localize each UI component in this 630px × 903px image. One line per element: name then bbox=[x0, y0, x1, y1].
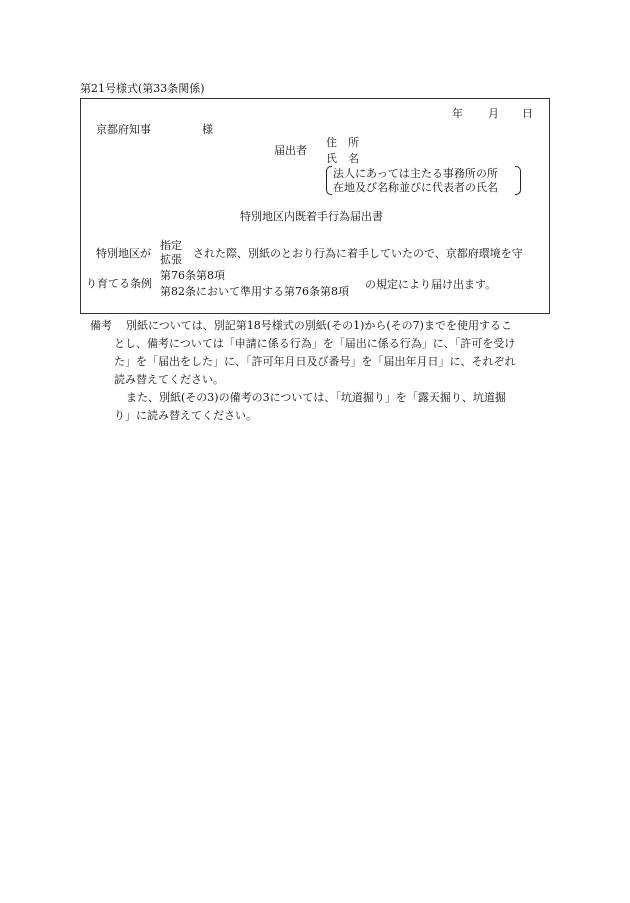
remarks-label: 備考 bbox=[90, 319, 112, 332]
remarks-p1-line1: 別紙については、別記第18号様式の別紙(その1)から(その7)までを使用するこ bbox=[126, 319, 512, 332]
form-number: 第21号様式(第33条関係) bbox=[80, 82, 205, 95]
document-title: 特別地区内既着手行為届出書 bbox=[240, 210, 383, 223]
article-option-1: 第76条第8項 bbox=[160, 269, 225, 282]
remarks-p1-line3: た」を「届出をした」に、「許可年月日及び番号」を「届出年月日」に、それぞれ bbox=[114, 355, 516, 368]
date-day-label: 日 bbox=[522, 107, 533, 120]
choice-expand: 拡張 bbox=[160, 253, 182, 266]
choice-designate: 指定 bbox=[160, 239, 182, 252]
article-option-2: 第82条において準用する第76条第8項 bbox=[160, 285, 349, 298]
name-label: 氏 名 bbox=[326, 152, 359, 165]
remarks-p2-line2: り」に読み替えてください。 bbox=[114, 409, 257, 422]
remarks-p2-line1: また、別紙(その3)の備考の3については、「坑道掘り」を「露天掘り、坑道掘 bbox=[126, 391, 506, 404]
bracket-right bbox=[515, 166, 521, 195]
body-closing: の規定により届け出ます。 bbox=[365, 278, 497, 291]
remarks-p1-line4: 読み替えてください。 bbox=[114, 373, 224, 386]
bracket-left bbox=[326, 166, 332, 195]
corp-note-line2: 在地及び名称並びに代表者の氏名 bbox=[333, 181, 498, 194]
date-month-label: 月 bbox=[488, 107, 499, 120]
body-prefix-line1: 特別地区が bbox=[96, 247, 151, 260]
addressee-governor: 京都府知事 bbox=[96, 123, 151, 136]
corp-note-line1: 法人にあっては主たる事務所の所 bbox=[333, 167, 498, 180]
remarks-p1-line2: とし、備考については「申請に係る行為」を「届出に係る行為」に、「許可を受け bbox=[114, 337, 516, 350]
date-year-label: 年 bbox=[452, 107, 463, 120]
body-prefix-line2: り育てる条例 bbox=[86, 277, 152, 290]
notifier-label: 届出者 bbox=[274, 144, 307, 157]
addressee-honorific: 様 bbox=[202, 123, 213, 136]
body-continuation-line1: された際、別紙のとおり行為に着手していたので、京都府環境を守 bbox=[193, 247, 523, 260]
address-label: 住 所 bbox=[326, 136, 359, 149]
